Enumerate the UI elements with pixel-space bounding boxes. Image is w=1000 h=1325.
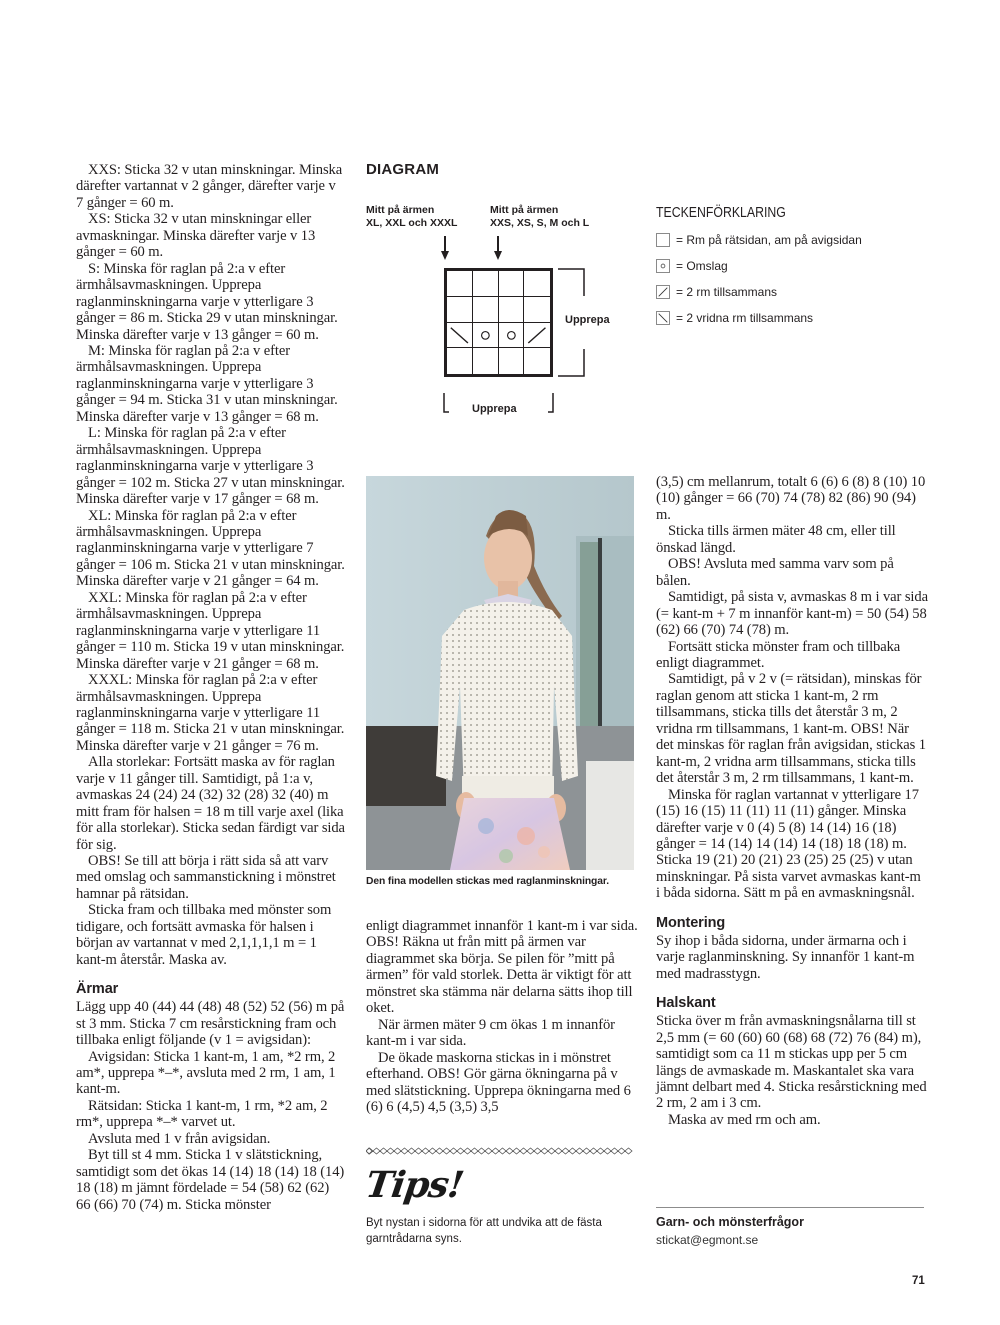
decorative-diamond-border [366, 1146, 634, 1156]
arrow-label-xxs-to-l [490, 204, 589, 230]
chart-cell-knit [524, 348, 550, 374]
chart-cell-knit [447, 297, 473, 323]
chart-cell-knit [473, 348, 499, 374]
footer-divider [656, 1207, 924, 1208]
yarn-over-icon [499, 323, 524, 348]
chart-cell-ssk [447, 323, 473, 349]
chart-cell-knit [447, 348, 473, 374]
legend-label: = Omslag [676, 259, 728, 273]
arrow-label-line: Mitt på ärmen [366, 204, 435, 216]
model-photo [366, 476, 634, 870]
column-3-body-text [656, 474, 928, 1128]
paragraph-diagram-instructions: enligt diagrammet innanför 1 kant-m i var sida. OBS! Räkna ut från mitt på ärmen var diagrammet ska börja. Se pilen för ”mitt på ärmen” för vald storlek. Detta är viktigt för att mönstret ska stämma när delarna sätts ihop till oket. [366, 918, 638, 1017]
legend-label: = Rm på rätsidan, am på avigsidan [676, 233, 862, 247]
repeat-label-horizontal: Upprepa [472, 403, 517, 415]
ssk-decrease-icon [656, 311, 670, 325]
paragraph-ratsidan: Rätsidan: Sticka 1 kant-m, 1 rm, *2 am, 2 rm*, upprepa *–* varvet ut. [76, 1097, 328, 1131]
paragraph-l: L: Minska för raglan på 2:a v efter ärmhålsavmaskningen. Upprepa raglanminskningarna varje v ytterligare 3 gånger = 102 m. Sticka 27 v utan minskningar. Minska därefter varje v 17 gånger = 68 m. [76, 425, 345, 508]
yarn-over-icon [656, 259, 670, 273]
paragraph-continue-pattern: Fortsätt sticka mönster fram och tillbaka enligt diagrammet. [656, 638, 901, 671]
paragraph-increase-pattern: De ökade maskorna stickas in i mönstret efterhand. OBS! Gör gärna ökningarna på v med slätstickning. Upprepa ökningarna med 6 (6) 6 (4,5) 4,5 (3,5) 3,5 [366, 1049, 631, 1115]
section-heading-montering: Montering [656, 914, 726, 931]
repeat-label-vertical: Upprepa [565, 314, 610, 326]
chart-cell-yarn-over [499, 323, 525, 349]
k2tog-decrease-icon [656, 285, 670, 299]
tips-text: Byt nystan i sidorna för att undvika att de fästa garntrådarna syns. [366, 1217, 602, 1245]
yarn-over-icon [473, 323, 498, 348]
diagram-title: DIAGRAM [366, 161, 440, 178]
paragraph-m: M: Minska för raglan på 2:a v efter ärmhålsavmaskningen. Upprepa raglanminskningarna varje v ytterligare 3 gånger = 94 m. Sticka 31 v utan minskningar. Minska därefter varje v 13 gånger = 68 m. [76, 342, 338, 425]
paragraph-halskant-closing: Maska av med rm och am. [668, 1111, 821, 1128]
paragraph-halskant: Sticka över m från avmaskningsnålarna till st 2,5 mm (= 60 (60) 60 (68) 68 (72) 76 (84) m), samtidigt som ca 11 m stickas upp per 5 cm längs de avmaskade m. Maskantalet ska vara jämnt delbart med 4. Sticka resårstickning med 2 rm, 2 am i 3 cm. [656, 1013, 927, 1112]
empty-square-icon [656, 233, 670, 247]
paragraph-byt-sticka: Byt till st 4 mm. Sticka 1 v slätstickning, samtidigt som det ökas 14 (14) 18 (14) 18 (14) 18 (18) m jämnt fördelade = 54 (58) 62 (62) 66 (66) 70 (74) m. Sticka mönster [76, 1147, 345, 1213]
chart-cell-knit [447, 271, 473, 297]
photo-caption: Den fina modellen stickas med raglanminskningar. [366, 876, 609, 887]
paragraph-raglan-repeat: Minska för raglan vartannat v ytterligare 17 (15) 16 (15) 11 (11) 11 (11) gånger. Minska därefter varje v 0 (4) 5 (8) 14 (14) 16 (18) gånger = 14 (14) 14 (14) 14 (18) 18 (18) m. Sticka 19 (21) 20 (21) 23 (25) 25 (25) v utan minskningar. På sista varvet avmaskas kant-m i båda sidorna. Sätt m på en avmaskningsnål. [656, 786, 921, 902]
paragraph-raglan-decrease: Samtidigt, på v 2 v (= rätsidan), minskas för raglan genom att sticka 1 kant-m, 2 rm tillsammans, sticka tills det återstår 3 m, 2 vridna rm tillsammans, 1 kant-m. OBS! När det minskas för raglan från avigsidan, stickas 1 kant-m, 2 vridna arm tillsammans, sticka tills det återstår 3 m, 2 rm tillsammans, 1 kant-m. [656, 671, 926, 787]
paragraph-increase: När ärmen mäter 9 cm ökas 1 m innanför kant-m i var sida. [366, 1016, 615, 1050]
knitting-chart-grid [444, 268, 553, 377]
paragraph-all-sizes: Alla storlekar: Fortsätt maska av för raglan varje v 11 gånger till. Samtidigt, på 1:a v, avmaskas 24 (24) 24 (32) 32 (28) 32 (40) m mitt fram för halsen = 18 m till varje axel (lika för alla storlekar). Sticka sedan färdigt var sida för sig. [76, 754, 345, 853]
paragraph-xs: XS: Sticka 32 v utan minskningar eller avmaskningar. Minska därefter varje v 13 gånger = 60 m. [76, 211, 316, 261]
arrow-label-line: Mitt på ärmen [490, 204, 559, 216]
paragraph-xxs: XXS: Sticka 32 v utan minskningar. Minska därefter vartannat v 2 gånger, därefter varje v 7 gånger = 60 m. [76, 162, 343, 211]
paragraph-bind-off-sides: Samtidigt, på sista v, avmaskas 8 m i var sida (= kant-m + 7 m innanför kant-m) = 50 (54) 58 (62) 66 (70) 74 (78) m. [656, 589, 928, 639]
contact-heading: Garn- och mönsterfrågor [656, 1215, 804, 1229]
section-heading-halskant: Halskant [656, 995, 716, 1012]
paragraph-avigsidan: Avigsidan: Sticka 1 kant-m, 1 am, *2 rm, 2 am*, upprepa *–*, avsluta med 2 rm, 1 am, 1 kant-m. [76, 1048, 336, 1098]
column-2-body-text [366, 918, 638, 1115]
chart-cell-knit [499, 348, 525, 374]
legend-item-ssk [656, 311, 813, 325]
model-photo-illustration [366, 476, 634, 870]
k2tog-decrease-icon [524, 323, 550, 348]
arrow-label-line: XXS, XS, S, M och L [490, 217, 590, 229]
chart-cell-knit [524, 271, 550, 297]
section-heading-armar: Ärmar [76, 981, 119, 998]
chart-cell-knit [524, 297, 550, 323]
legend-item-k2tog [656, 285, 777, 299]
chart-cell-knit [473, 271, 499, 297]
page-number: 71 [912, 1275, 925, 1287]
paragraph-obs-finish: OBS! Avsluta med samma varv som på bålen. [656, 556, 894, 589]
paragraph-increase-total: (3,5) cm mellanrum, totalt 6 (6) 6 (8) 8 (10) 10 (10) gånger = 66 (70) 74 (78) 82 (86) 90 (94) m. [656, 474, 926, 523]
chart-cell-yarn-over [473, 323, 499, 349]
paragraph-sleeve-length: Sticka tills ärmen mäter 48 cm, eller till önskad längd. [656, 523, 896, 556]
legend-title: TECKENFÖRKLARING [656, 204, 786, 221]
contact-email-link[interactable]: stickat@egmont.se [656, 1233, 759, 1247]
paragraph-xxl: XXL: Minska för raglan på 2:a v efter ärmhålsavmaskningen. Upprepa raglanminskningarna varje v ytterligare 11 gånger = 110 m. Sticka 19 v utan minskningar. Minska därefter varje v 21 gånger = 68 m. [76, 589, 345, 672]
chart-cell-knit [499, 297, 525, 323]
arrow-label-line: XL, XXL och XXXL [366, 217, 458, 229]
paragraph-continue: Sticka fram och tillbaka med mönster som tidigare, och fortsätt avmaska för halsen i början av vartannat v med 2,1,1,1,1 m = 1 kant-m återstår. Maska av. [76, 902, 332, 968]
paragraph-avsluta: Avsluta med 1 v från avigsidan. [88, 1130, 271, 1147]
chart-cell-knit [499, 271, 525, 297]
legend-label: = 2 vridna rm tillsammans [676, 311, 814, 325]
ssk-decrease-icon [447, 323, 472, 348]
paragraph-xl: XL: Minska för raglan på 2:a v efter ärmhålsavmaskningen. Upprepa raglanminskningarna varje v ytterligare 7 gånger = 106 m. Sticka 21 v utan minskningar. Minska därefter varje v 21 gånger = 64 m. [76, 507, 345, 590]
chart-cell-k2tog [524, 323, 550, 349]
paragraph-montering: Sy ihop i båda sidorna, under ärmarna och i varje raglanminskning. Sy innanför 1 kant-m med madrasstygn. [656, 932, 915, 982]
legend-item-yarn-over [656, 259, 728, 273]
arrow-label-xl-xxl-xxxl [366, 204, 457, 230]
chart-cell-knit [473, 297, 499, 323]
paragraph-s: S: Minska för raglan på 2:a v efter ärmhålsavmaskningen. Upprepa raglanminskningarna varje v ytterligare 3 gånger = 86 m. Sticka 29 v utan minskningar. Minska därefter varje v 13 gånger = 60 m. [76, 260, 338, 343]
tips-heading: Tips! [363, 1164, 466, 1206]
paragraph-xxxl: XXXL: Minska för raglan på 2:a v efter ärmhålsavmaskningen. Upprepa raglanminskningarna varje v ytterligare 11 gånger = 118 m. Sticka 21 v utan minskningar. Minska därefter varje v 21 gånger = 76 m. [76, 672, 345, 754]
paragraph-armar-intro: Lägg upp 40 (44) 44 (48) 48 (52) 52 (56) m på st 3 mm. Sticka 7 cm resårstickning fram och tillbaka enligt följande (v 1 = avigsidan): [76, 999, 345, 1049]
column-1-body-text [76, 162, 346, 1213]
legend-item-knit [656, 233, 862, 247]
legend-label: = 2 rm tillsammans [676, 285, 778, 299]
paragraph-obs: OBS! Se till att börja i rätt sida så att varv med omslag och sammanstickning i mönstret hamnar på rätsidan. [76, 853, 336, 902]
